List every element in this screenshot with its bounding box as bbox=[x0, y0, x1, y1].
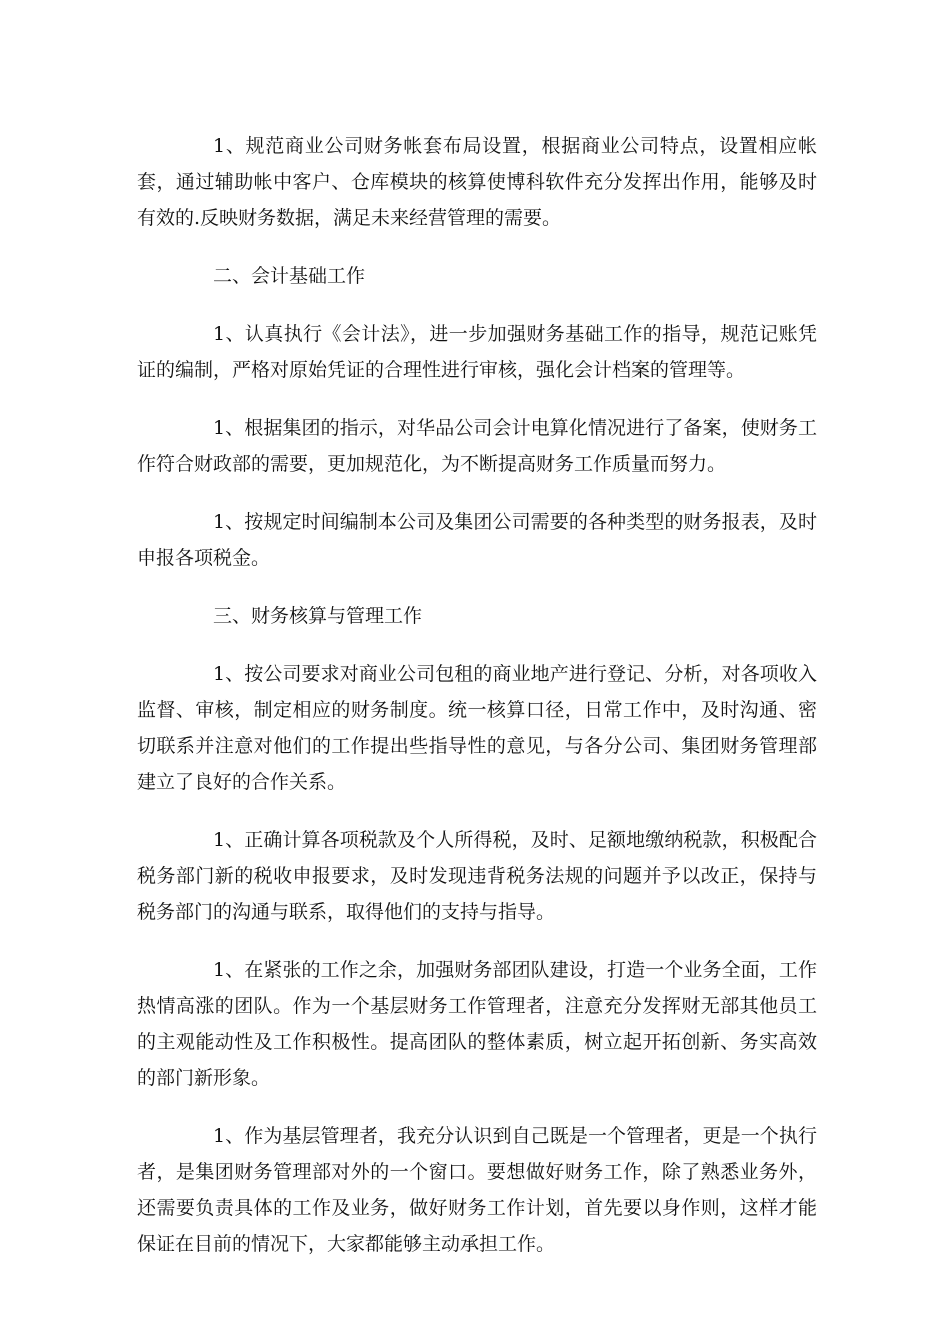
paragraph-account-setup: 1、规范商业公司财务帐套布局设置，根据商业公司特点，设置相应帐套，通过辅助帐中客户、仓库模块的核算使博科软件充分发挥出作用，能够及时有效的.反映财务数据，满足未来经营管理的需要。 bbox=[137, 135, 817, 229]
paragraph-manager-role: 1、作为基层管理者，我充分认识到自己既是一个管理者，更是一个执行者，是集团财务管理部对外的一个窗口。要想做好财务工作，除了熟悉业务外，还需要负责具体的工作及业务，做好财务工作计划，首先要以身作则，这样才能保证在目前的情况下，大家都能够主动承担工作。 bbox=[137, 1125, 817, 1255]
section-heading-accounting-management: 三、财务核算与管理工作 bbox=[213, 605, 423, 627]
paragraph-accounting-law: 1、认真执行《会计法》，进一步加强财务基础工作的指导，规范记账凭证的编制，严格对原始凭证的合理性进行审核，强化会计档案的管理等。 bbox=[137, 323, 817, 381]
paragraph-commercial-property: 1、按公司要求对商业公司包租的商业地产进行登记、分析，对各项收入监督、审核，制定相应的财务制度。统一核算口径，日常工作中，及时沟通、密切联系并注意对他们的工作提出些指导性的意见，与各分公司、集团财务管理部建立了良好的合作关系。 bbox=[137, 663, 817, 793]
paragraph-group-instructions: 1、根据集团的指示，对华品公司会计电算化情况进行了备案，使财务工作符合财政部的需要，更加规范化，为不断提高财务工作质量而努力。 bbox=[137, 417, 817, 475]
paragraph-tax-calculation: 1、正确计算各项税款及个人所得税，及时、足额地缴纳税款，积极配合税务部门新的税收申报要求，及时发现违背税务法规的问题并予以改正，保持与税务部门的沟通与联系，取得他们的支持与指导。 bbox=[137, 829, 817, 923]
document-body bbox=[137, 128, 817, 1284]
paragraph-team-building: 1、在紧张的工作之余，加强财务部团队建设，打造一个业务全面，工作热情高涨的团队。作为一个基层财务工作管理者，注意充分发挥财无部其他员工的主观能动性及工作积极性。提高团队的整体素质，树立起开拓创新、务实高效的部门新形象。 bbox=[137, 959, 817, 1089]
section-heading-accounting-basics: 二、会计基础工作 bbox=[213, 265, 366, 287]
paragraph-financial-reports: 1、按规定时间编制本公司及集团公司需要的各种类型的财务报表，及时申报各项税金。 bbox=[137, 511, 817, 569]
